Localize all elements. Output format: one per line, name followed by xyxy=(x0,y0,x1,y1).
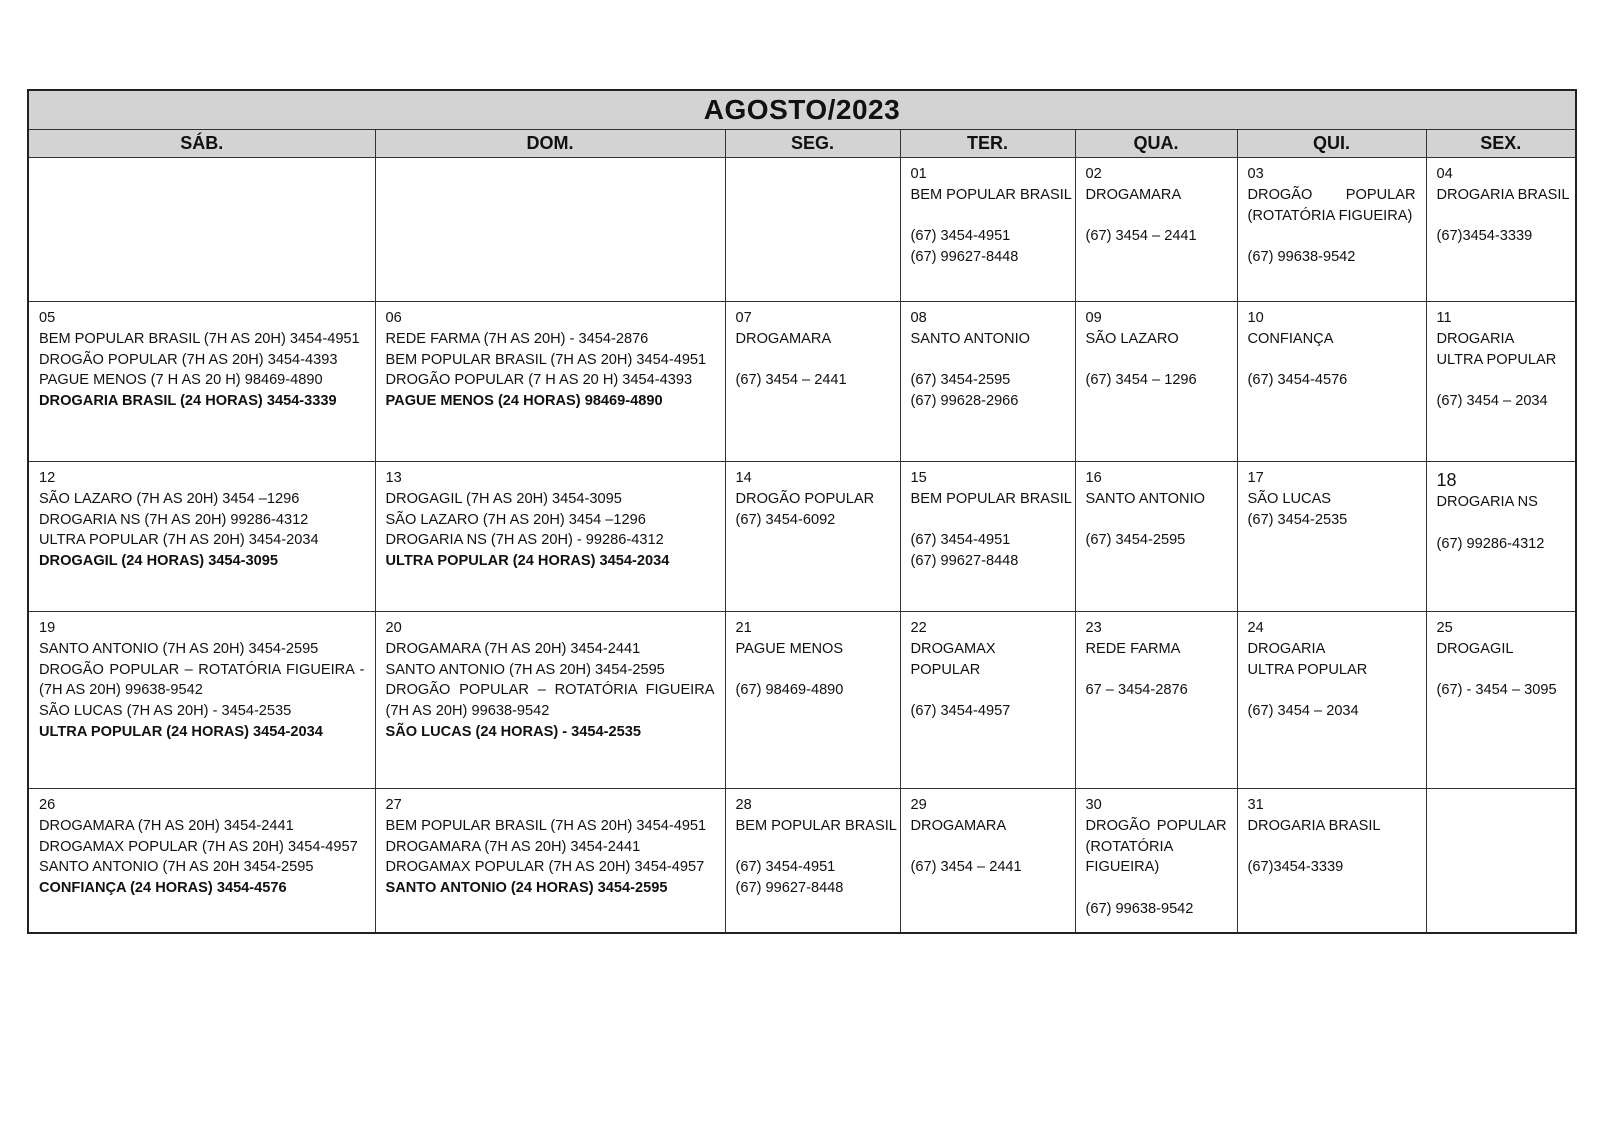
week-row xyxy=(28,158,1576,302)
day-cell xyxy=(1075,789,1237,933)
day-cell xyxy=(375,789,725,933)
day-number: 12 xyxy=(39,470,56,486)
pharmacy-line: DROGAMARA xyxy=(910,817,1007,834)
pharmacy-line: (67) 3454 – 1296 xyxy=(1085,372,1197,389)
pharmacy-line: DROGÃO POPULAR – ROTATÓRIA FIGUEIRA xyxy=(385,682,715,699)
empty-day-cell xyxy=(28,158,375,302)
pharmacy-line: (7H AS 20H) 99638-9542 xyxy=(385,703,550,720)
line-spacer xyxy=(1086,350,1227,371)
day-number: 15 xyxy=(910,470,927,486)
pharmacy-line: BEM POPULAR BRASIL (7H AS 20H) 3454-4951 xyxy=(385,817,707,834)
pharmacy-line: (ROTATÓRIA FIGUEIRA) xyxy=(1247,207,1413,224)
pharmacy-line: SANTO ANTONIO (7H AS 20H 3454-2595 xyxy=(39,859,314,876)
line-spacer xyxy=(736,350,890,371)
day-number: 05 xyxy=(39,310,56,326)
pharmacy-line: SANTO ANTONIO xyxy=(1085,490,1205,507)
pharmacy-line: DROGÃO POPULAR xyxy=(1085,817,1227,834)
pharmacy-24h-line: CONFIANÇA (24 HORAS) 3454-4576 xyxy=(39,880,287,897)
day-cell xyxy=(725,612,900,789)
pharmacy-line: (67) 99286-4312 xyxy=(1436,535,1545,552)
pharmacy-line: SANTO ANTONIO (7H AS 20H) 3454-2595 xyxy=(39,640,319,657)
pharmacy-line: (67) 3454-4957 xyxy=(910,703,1011,720)
pharmacy-line: (67) 3454-4951 xyxy=(910,228,1011,245)
day-number: 31 xyxy=(1247,797,1264,813)
pharmacy-24h-line: ULTRA POPULAR (24 HORAS) 3454-2034 xyxy=(39,723,323,740)
pharmacy-line: (ROTATÓRIA xyxy=(1085,838,1174,855)
day-cell xyxy=(1237,789,1426,933)
pharmacy-line: (67) 99627-8448 xyxy=(735,880,844,897)
weekday-header: DOM. xyxy=(375,130,725,158)
day-cell xyxy=(28,462,375,612)
pharmacy-line: DROGÃO POPULAR xyxy=(735,490,875,507)
day-number: 02 xyxy=(1085,166,1102,182)
day-cell xyxy=(900,462,1075,612)
pharmacy-line: BEM POPULAR BRASIL (7H AS 20H) 3454-4951 xyxy=(385,351,707,368)
line-spacer xyxy=(1086,660,1227,681)
calendar-table xyxy=(27,89,1577,934)
pharmacy-line: SÃO LAZARO (7H AS 20H) 3454 –1296 xyxy=(385,511,646,528)
day-cell xyxy=(725,789,900,933)
pharmacy-line: REDE FARMA xyxy=(1085,640,1181,657)
day-number: 17 xyxy=(1247,470,1264,486)
day-number: 28 xyxy=(735,797,752,813)
day-cell xyxy=(1075,462,1237,612)
pharmacy-line: DROGARIA NS (7H AS 20H) 99286-4312 xyxy=(39,511,309,528)
pharmacy-line: (67) 3454-4576 xyxy=(1247,372,1348,389)
pharmacy-line: DROGAMARA xyxy=(1085,186,1182,203)
weekday-header: SEX. xyxy=(1426,130,1576,158)
pharmacy-line: (67) 3454-2595 xyxy=(1085,532,1186,549)
pharmacy-24h-line: SÃO LUCAS (24 HORAS) - 3454-2535 xyxy=(385,723,641,740)
day-number: 21 xyxy=(735,620,752,636)
pharmacy-line: DROGAMARA xyxy=(735,330,832,347)
day-cell xyxy=(900,302,1075,462)
line-spacer xyxy=(911,206,1065,227)
day-cell xyxy=(900,158,1075,302)
day-cell xyxy=(1237,462,1426,612)
pharmacy-line: DROGARIA NS xyxy=(1436,494,1538,510)
empty-day-cell xyxy=(1426,789,1576,933)
pharmacy-line: PAGUE MENOS (7 H AS 20 H) 98469-4890 xyxy=(39,372,323,389)
pharmacy-line: DROGÃO POPULAR (7 H AS 20 H) 3454-4393 xyxy=(385,372,693,389)
pharmacy-line: SÃO LUCAS (7H AS 20H) - 3454-2535 xyxy=(39,703,292,720)
pharmacy-line: (67) 3454 – 2034 xyxy=(1436,393,1548,410)
pharmacy-line: SANTO ANTONIO (7H AS 20H) 3454-2595 xyxy=(385,661,665,678)
pharmacy-line: DROGARIA xyxy=(1247,640,1326,657)
day-number: 20 xyxy=(385,620,402,636)
pharmacy-line: DROGAMARA (7H AS 20H) 3454-2441 xyxy=(385,838,641,855)
pharmacy-line: (67) 99638-9542 xyxy=(1085,900,1194,917)
day-cell xyxy=(28,302,375,462)
day-number: 23 xyxy=(1085,620,1102,636)
day-number: 16 xyxy=(1085,470,1102,486)
weekday-header: QUI. xyxy=(1237,130,1426,158)
pharmacy-line: DROGÃO POPULAR – ROTATÓRIA FIGUEIRA - xyxy=(39,661,365,678)
pharmacy-line: (67) 3454 – 2441 xyxy=(1085,228,1197,245)
week-row xyxy=(28,789,1576,933)
empty-day-cell xyxy=(375,158,725,302)
day-number: 08 xyxy=(910,310,927,326)
week-row xyxy=(28,302,1576,462)
pharmacy-line: BEM POPULAR BRASIL xyxy=(735,817,897,834)
line-spacer xyxy=(1437,206,1566,227)
day-number: 04 xyxy=(1436,166,1453,182)
pharmacy-line: (67) 99627-8448 xyxy=(910,249,1019,266)
day-number: 10 xyxy=(1247,310,1264,326)
pharmacy-line: ULTRA POPULAR (7H AS 20H) 3454-2034 xyxy=(39,532,319,549)
pharmacy-line: FIGUEIRA) xyxy=(1085,859,1160,876)
day-cell xyxy=(725,462,900,612)
line-spacer xyxy=(1248,837,1416,858)
pharmacy-line: REDE FARMA (7H AS 20H) - 3454-2876 xyxy=(385,330,649,347)
pharmacy-line: POPULAR xyxy=(910,661,981,678)
calendar-title: AGOSTO/2023 xyxy=(28,90,1576,130)
pharmacy-line: (67) 98469-4890 xyxy=(735,682,844,699)
pharmacy-line: DROGAMAX POPULAR (7H AS 20H) 3454-4957 xyxy=(385,859,705,876)
day-number: 07 xyxy=(735,310,752,326)
day-number: 03 xyxy=(1247,166,1264,182)
line-spacer xyxy=(1086,206,1227,227)
pharmacy-line: ULTRA POPULAR xyxy=(1247,661,1368,678)
line-spacer xyxy=(1248,350,1416,371)
pharmacy-line: DROGARIA BRASIL xyxy=(1436,186,1570,203)
pharmacy-line: DROGAMARA (7H AS 20H) 3454-2441 xyxy=(39,817,294,834)
weekday-header: QUA. xyxy=(1075,130,1237,158)
pharmacy-line: (67) 99628-2966 xyxy=(910,393,1019,410)
pharmacy-24h-line: ULTRA POPULAR (24 HORAS) 3454-2034 xyxy=(385,553,670,570)
day-cell xyxy=(375,612,725,789)
week-row xyxy=(28,462,1576,612)
weekday-header: SÁB. xyxy=(28,130,375,158)
line-spacer xyxy=(1437,660,1566,681)
day-cell xyxy=(1426,302,1576,462)
pharmacy-line: DROGARIA xyxy=(1436,330,1515,347)
pharmacy-line: BEM POPULAR BRASIL xyxy=(910,490,1072,507)
pharmacy-24h-line: DROGARIA BRASIL (24 HORAS) 3454-3339 xyxy=(39,393,337,410)
day-cell xyxy=(1237,302,1426,462)
line-spacer xyxy=(736,837,890,858)
pharmacy-line: CONFIANÇA xyxy=(1247,330,1334,347)
day-cell xyxy=(28,612,375,789)
pharmacy-line: (67) 3454 – 2441 xyxy=(910,859,1022,876)
pharmacy-24h-line: PAGUE MENOS (24 HORAS) 98469-4890 xyxy=(385,393,663,410)
pharmacy-line: (67) 3454 – 2034 xyxy=(1247,703,1359,720)
day-cell xyxy=(1426,612,1576,789)
line-spacer xyxy=(911,510,1065,531)
day-number: 27 xyxy=(385,797,402,813)
day-cell xyxy=(1075,158,1237,302)
pharmacy-line: DROGAMAX xyxy=(910,640,996,657)
pharmacy-24h-line: DROGAGIL (24 HORAS) 3454-3095 xyxy=(39,553,278,570)
line-spacer xyxy=(911,350,1065,371)
pharmacy-line: DROGÃO POPULAR xyxy=(1247,186,1416,203)
pharmacy-line: (67) 3454-2535 xyxy=(1247,511,1348,528)
empty-day-cell xyxy=(725,158,900,302)
week-row xyxy=(28,612,1576,789)
pharmacy-line: (67) 3454-6092 xyxy=(735,511,836,528)
pharmacy-line: SÃO LUCAS xyxy=(1247,490,1332,507)
pharmacy-line: ULTRA POPULAR xyxy=(1436,351,1557,368)
pharmacy-line: SÃO LAZARO (7H AS 20H) 3454 –1296 xyxy=(39,490,300,507)
line-spacer xyxy=(736,660,890,681)
day-cell xyxy=(1237,612,1426,789)
day-number: 11 xyxy=(1436,310,1452,326)
day-number: 26 xyxy=(39,797,56,813)
day-number: 18 xyxy=(1436,470,1457,490)
pharmacy-line: (7H AS 20H) 99638-9542 xyxy=(39,682,203,699)
line-spacer xyxy=(1086,878,1227,899)
day-cell xyxy=(725,302,900,462)
pharmacy-line: DROGAGIL (7H AS 20H) 3454-3095 xyxy=(385,490,622,507)
day-cell xyxy=(900,789,1075,933)
line-spacer xyxy=(1086,510,1227,531)
day-cell xyxy=(900,612,1075,789)
day-number: 13 xyxy=(385,470,402,486)
day-cell xyxy=(1426,462,1576,612)
pharmacy-line: (67) 99627-8448 xyxy=(910,553,1019,570)
line-spacer xyxy=(1248,680,1416,701)
day-number: 01 xyxy=(910,166,927,182)
pharmacy-line: DROGAGIL xyxy=(1436,640,1514,657)
day-number: 30 xyxy=(1085,797,1102,813)
day-cell xyxy=(375,302,725,462)
pharmacy-line: DROGAMARA (7H AS 20H) 3454-2441 xyxy=(385,640,641,657)
pharmacy-line: 67 – 3454-2876 xyxy=(1085,682,1188,699)
day-number: 29 xyxy=(910,797,927,813)
pharmacy-line: (67) 99638-9542 xyxy=(1247,249,1356,266)
pharmacy-line: (67) - 3454 – 3095 xyxy=(1436,682,1557,699)
pharmacy-line: BEM POPULAR BRASIL xyxy=(910,186,1072,203)
pharmacy-line: DROGARIA BRASIL xyxy=(1247,817,1381,834)
line-spacer xyxy=(1437,370,1566,391)
day-number: 19 xyxy=(39,620,56,636)
day-number: 24 xyxy=(1247,620,1264,636)
day-cell xyxy=(1075,612,1237,789)
day-cell xyxy=(1075,302,1237,462)
weekday-header: SEG. xyxy=(725,130,900,158)
calendar-body xyxy=(28,158,1576,933)
weekday-header-row xyxy=(28,130,1576,158)
pharmacy-line: (67) 3454-4951 xyxy=(735,859,836,876)
day-number: 22 xyxy=(910,620,927,636)
pharmacy-line: DROGAMAX POPULAR (7H AS 20H) 3454-4957 xyxy=(39,838,358,855)
pharmacy-line: PAGUE MENOS xyxy=(735,640,844,657)
line-spacer xyxy=(1437,513,1566,534)
day-cell xyxy=(1237,158,1426,302)
day-number: 14 xyxy=(735,470,752,486)
pharmacy-line: (67)3454-3339 xyxy=(1436,228,1533,245)
day-cell xyxy=(375,462,725,612)
day-cell xyxy=(28,789,375,933)
pharmacy-line: BEM POPULAR BRASIL (7H AS 20H) 3454-4951 xyxy=(39,330,360,347)
day-number: 09 xyxy=(1085,310,1102,326)
day-cell xyxy=(1426,158,1576,302)
day-number: 25 xyxy=(1436,620,1453,636)
line-spacer xyxy=(911,837,1065,858)
pharmacy-line: (67) 3454-2595 xyxy=(910,372,1011,389)
pharmacy-line: SANTO ANTONIO xyxy=(910,330,1030,347)
line-spacer xyxy=(911,680,1065,701)
pharmacy-line: SÃO LAZARO xyxy=(1085,330,1179,347)
line-spacer xyxy=(1248,226,1416,247)
pharmacy-line: (67) 3454 – 2441 xyxy=(735,372,847,389)
weekday-header: TER. xyxy=(900,130,1075,158)
day-number: 06 xyxy=(385,310,402,326)
pharmacy-line: (67)3454-3339 xyxy=(1247,859,1344,876)
pharmacy-24h-line: SANTO ANTONIO (24 HORAS) 3454-2595 xyxy=(385,880,668,897)
pharmacy-line: DROGARIA NS (7H AS 20H) - 99286-4312 xyxy=(385,532,664,549)
pharmacy-line: (67) 3454-4951 xyxy=(910,532,1011,549)
pharmacy-line: DROGÃO POPULAR (7H AS 20H) 3454-4393 xyxy=(39,351,338,368)
